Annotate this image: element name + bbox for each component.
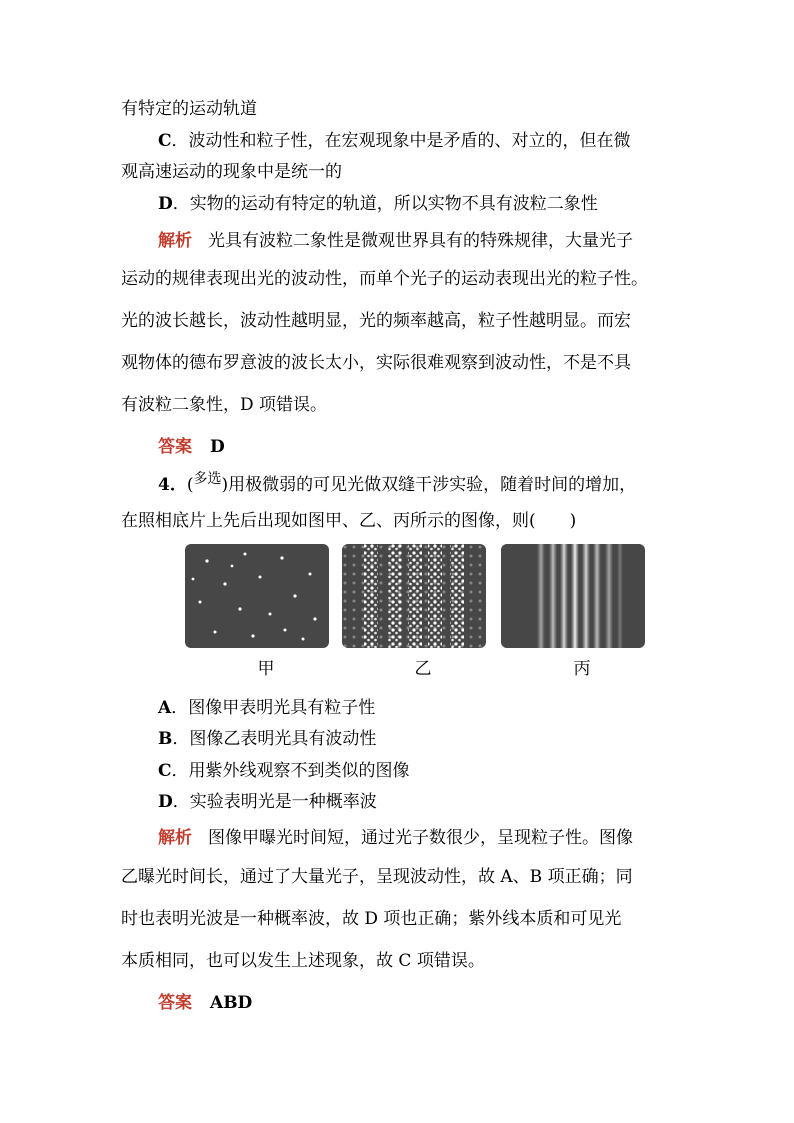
analysis-1-line-2: 运动的规律表现出光的波动性，而单个光子的运动表现出光的粒子性。 — [121, 269, 648, 289]
figure-yi-caption: 乙 — [414, 659, 432, 679]
option-c-prev-line2: 观高速运动的现象中是统一的 — [121, 162, 342, 182]
question-number: 4 — [158, 475, 170, 495]
figure-bing-caption: 丙 — [573, 659, 591, 679]
prev-question-tail: 有特定的运动轨道 — [121, 99, 257, 119]
option-d — [158, 791, 377, 813]
option-text: ．实物的运动有特定的轨道，所以实物不具有波粒二象性 — [172, 194, 598, 214]
option-letter: B — [158, 729, 173, 749]
option-b — [158, 728, 376, 750]
question-tag: 多选 — [193, 471, 222, 487]
analysis-label: 解析 — [158, 828, 192, 848]
option-text: ．图像甲表明光具有粒子性 — [171, 698, 376, 718]
answer-1 — [158, 436, 225, 458]
figure-yi-image — [342, 544, 486, 648]
question-4-line-1: 4．($^{多选}$)用极微弱的可见光做双缝干涉实验，随着时间的增加， — [158, 471, 637, 495]
figure-bing — [501, 544, 645, 648]
option-text: ．图像乙表明光具有波动性 — [172, 729, 377, 749]
option-d-prev — [158, 193, 598, 215]
option-letter: C — [158, 131, 172, 151]
option-a — [158, 697, 375, 719]
option-c-prev — [158, 130, 631, 152]
figure-jia-caption: 甲 — [257, 659, 275, 679]
analysis-text: 图像甲曝光时间短，通过光子数很少，呈现粒子性。图像 — [208, 828, 633, 848]
analysis-2-line-4: 本质相同，也可以发生上述现象，故 C 项错误。 — [121, 951, 485, 971]
figure-bing-image — [501, 544, 645, 648]
option-letter: D — [158, 792, 173, 812]
question-text: 用极微弱的可见光做双缝干涉实验，随着时间的增加， — [228, 475, 637, 495]
analysis-2-line-3: 时也表明光波是一种概率波，故 D 项也正确；紫外线本质和可见光 — [121, 909, 622, 929]
option-text: ．实验表明光是一种概率波 — [172, 792, 377, 812]
option-c — [158, 760, 410, 782]
figure-jia — [185, 544, 329, 648]
figure-jia-image — [185, 544, 329, 648]
analysis-1-line-5: 有波粒二象性，D 项错误。 — [121, 395, 328, 415]
question-4-line-2: 在照相底片上先后出现如图甲、乙、丙所示的图像，则( ) — [121, 511, 577, 531]
option-text: ．波动性和粒子性，在宏观现象中是矛盾的、对立的，但在微 — [171, 131, 631, 151]
option-text: ．用紫外线观察不到类似的图像 — [171, 761, 410, 781]
figure-yi — [342, 544, 486, 648]
answer-2 — [158, 992, 252, 1014]
analysis-text: 光具有波粒二象性是微观世界具有的特殊规律，大量光子 — [208, 231, 633, 251]
answer-label: 答案 — [158, 993, 192, 1013]
analysis-1-line-3: 光的波长越长，波动性越明显，光的频率越高，粒子性越明显。而宏 — [121, 311, 631, 331]
answer-value: D — [210, 437, 225, 457]
analysis-1-line-1 — [158, 230, 633, 252]
analysis-2-line-1 — [158, 827, 633, 849]
analysis-label: 解析 — [158, 231, 192, 251]
analysis-1-line-4: 观物体的德布罗意波的波长太小，实际很难观察到波动性，不是不具 — [121, 353, 631, 373]
option-letter: D — [158, 194, 173, 214]
answer-label: 答案 — [158, 437, 192, 457]
answer-value: ABD — [210, 993, 253, 1013]
option-letter: C — [158, 761, 172, 781]
analysis-2-line-2: 乙曝光时间长，通过了大量光子，呈现波动性，故 A、B 项正确；同 — [121, 867, 633, 887]
option-letter: A — [158, 698, 172, 718]
